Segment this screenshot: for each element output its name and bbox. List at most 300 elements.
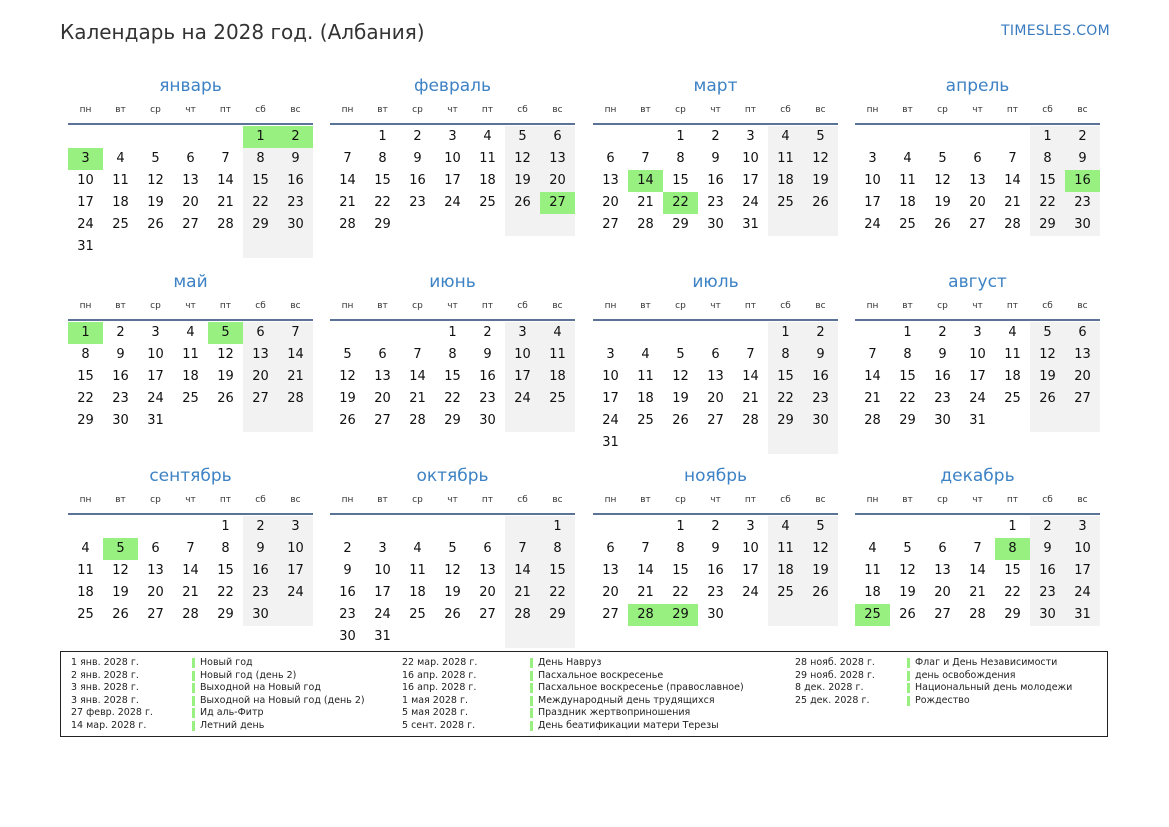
day-cell: 9 bbox=[413, 151, 422, 166]
legend-date: 5 сент. 2028 г. bbox=[402, 719, 476, 731]
day-cell: 22 bbox=[768, 388, 803, 410]
empty-cell bbox=[138, 236, 173, 258]
weekday-label: вт bbox=[377, 301, 388, 311]
legend-item bbox=[71, 657, 401, 670]
weekday-label: ср bbox=[675, 495, 686, 505]
weekday-label: ср bbox=[675, 105, 686, 115]
weekday-label: вт bbox=[115, 495, 126, 505]
day-cell: 25 bbox=[1004, 391, 1021, 406]
day-cell: 10 bbox=[278, 538, 313, 560]
day-cell: 23 bbox=[278, 192, 313, 214]
days-grid bbox=[593, 126, 838, 236]
day-cell: 23 bbox=[243, 582, 278, 604]
legend-marker bbox=[907, 671, 910, 681]
day-cell: 17 bbox=[444, 173, 461, 188]
day-cell: 15 bbox=[1004, 563, 1021, 578]
day-cell: 13 bbox=[147, 563, 164, 578]
day-cell: 11 bbox=[864, 563, 881, 578]
day-cell: 22 bbox=[1004, 585, 1021, 600]
weekday-label: сб bbox=[517, 301, 528, 311]
day-cell: 10 bbox=[742, 541, 759, 556]
legend-name: День Навруз bbox=[538, 657, 602, 668]
legend-marker bbox=[192, 696, 195, 706]
day-cell: 8 bbox=[81, 347, 90, 362]
day-cell: 26 bbox=[803, 192, 838, 214]
day-cell: 8 bbox=[221, 541, 230, 556]
day-cell: 17 bbox=[742, 563, 759, 578]
day-cell: 25 bbox=[112, 217, 129, 232]
day-cell: 27 bbox=[602, 217, 619, 232]
legend-name: Новый год bbox=[200, 657, 253, 668]
legend-name: Выходной на Новый год (день 2) bbox=[200, 694, 365, 706]
day-cell: 8 bbox=[243, 148, 278, 170]
day-cell: 18 bbox=[112, 195, 129, 210]
day-cell: 30 bbox=[707, 217, 724, 232]
legend-marker bbox=[530, 696, 533, 706]
month-7 bbox=[593, 271, 838, 454]
empty-cell bbox=[628, 126, 663, 148]
empty-cell bbox=[103, 516, 138, 538]
days-grid bbox=[593, 516, 838, 626]
day-cell: 3 bbox=[68, 148, 103, 170]
day-cell: 21 bbox=[505, 582, 540, 604]
weekday-label: вс bbox=[290, 495, 301, 505]
day-cell: 12 bbox=[112, 563, 129, 578]
day-cell: 13 bbox=[602, 173, 619, 188]
days-grid bbox=[330, 126, 575, 236]
days-grid bbox=[330, 516, 575, 648]
day-cell: 27 bbox=[934, 607, 951, 622]
day-cell: 11 bbox=[479, 151, 496, 166]
empty-cell bbox=[995, 126, 1030, 148]
day-cell: 15 bbox=[444, 369, 461, 384]
day-cell: 29 bbox=[77, 413, 94, 428]
legend-item bbox=[402, 720, 732, 733]
empty-cell bbox=[208, 410, 243, 432]
day-cell: 15 bbox=[672, 563, 689, 578]
days-grid bbox=[593, 322, 838, 454]
day-cell: 6 bbox=[378, 347, 387, 362]
empty-cell bbox=[173, 126, 208, 148]
day-cell: 6 bbox=[540, 126, 575, 148]
empty-cell bbox=[960, 516, 995, 538]
day-cell: 6 bbox=[151, 541, 160, 556]
weekday-header bbox=[330, 299, 575, 321]
month-name: октябрь bbox=[416, 466, 489, 486]
day-cell: 14 bbox=[505, 560, 540, 582]
day-cell: 28 bbox=[742, 413, 759, 428]
day-cell: 2 bbox=[243, 516, 278, 538]
day-cell: 2 bbox=[938, 325, 947, 340]
days-grid bbox=[330, 322, 575, 432]
month-name: июль bbox=[692, 272, 739, 292]
day-cell: 16 bbox=[934, 369, 951, 384]
legend-item bbox=[71, 707, 401, 720]
day-cell: 12 bbox=[803, 148, 838, 170]
weekday-label: сб bbox=[1042, 105, 1053, 115]
day-cell: 21 bbox=[637, 585, 654, 600]
day-cell: 18 bbox=[479, 173, 496, 188]
day-cell: 9 bbox=[938, 347, 947, 362]
day-cell: 11 bbox=[899, 173, 916, 188]
day-cell: 24 bbox=[602, 413, 619, 428]
legend-name: Ид аль-Фитр bbox=[200, 707, 264, 719]
day-cell: 7 bbox=[868, 347, 877, 362]
weekday-header bbox=[593, 103, 838, 125]
weekday-label: вс bbox=[552, 495, 563, 505]
day-cell: 29 bbox=[217, 607, 234, 622]
brand-link[interactable]: TIMESLES.COM bbox=[1001, 23, 1110, 39]
day-cell: 8 bbox=[903, 347, 912, 362]
day-cell: 16 bbox=[243, 560, 278, 582]
day-cell: 12 bbox=[899, 563, 916, 578]
month-1 bbox=[68, 75, 313, 258]
legend-name: Международный день трудящихся bbox=[538, 694, 715, 706]
legend-name: Выходной на Новый год bbox=[200, 682, 321, 694]
weekday-label: пн bbox=[341, 495, 354, 505]
day-cell: 19 bbox=[147, 195, 164, 210]
month-name: сентябрь bbox=[149, 466, 232, 486]
weekday-label: пн bbox=[604, 105, 617, 115]
day-cell: 30 bbox=[934, 413, 951, 428]
day-cell: 13 bbox=[540, 148, 575, 170]
day-cell: 28 bbox=[628, 604, 663, 626]
day-cell: 1 bbox=[676, 129, 685, 144]
day-cell: 26 bbox=[803, 582, 838, 604]
empty-cell bbox=[1030, 410, 1065, 432]
day-cell: 28 bbox=[1004, 217, 1021, 232]
empty-cell bbox=[470, 626, 505, 648]
day-cell: 11 bbox=[1004, 347, 1021, 362]
empty-cell bbox=[435, 214, 470, 236]
month-4 bbox=[855, 75, 1100, 236]
weekday-header bbox=[855, 103, 1100, 125]
weekday-label: пн bbox=[866, 301, 879, 311]
day-cell: 7 bbox=[186, 541, 195, 556]
day-cell: 23 bbox=[339, 607, 356, 622]
day-cell: 6 bbox=[243, 322, 278, 344]
day-cell: 20 bbox=[540, 170, 575, 192]
day-cell: 25 bbox=[540, 388, 575, 410]
empty-cell bbox=[628, 516, 663, 538]
weekday-label: ср bbox=[412, 301, 423, 311]
empty-cell bbox=[768, 432, 803, 454]
day-cell: 6 bbox=[606, 541, 615, 556]
day-cell: 19 bbox=[803, 170, 838, 192]
weekday-label: вт bbox=[115, 301, 126, 311]
day-cell: 23 bbox=[803, 388, 838, 410]
day-cell: 23 bbox=[1030, 582, 1065, 604]
days-grid bbox=[68, 322, 313, 432]
day-cell: 14 bbox=[742, 369, 759, 384]
weekday-label: пн bbox=[604, 495, 617, 505]
day-cell: 25 bbox=[182, 391, 199, 406]
day-cell: 4 bbox=[413, 541, 422, 556]
day-cell: 14 bbox=[628, 170, 663, 192]
empty-cell bbox=[505, 516, 540, 538]
day-cell: 21 bbox=[969, 585, 986, 600]
day-cell: 24 bbox=[374, 607, 391, 622]
empty-cell bbox=[925, 516, 960, 538]
day-cell: 6 bbox=[483, 541, 492, 556]
days-grid bbox=[855, 516, 1100, 626]
weekday-label: пт bbox=[744, 301, 757, 311]
day-cell: 19 bbox=[899, 585, 916, 600]
legend-marker bbox=[530, 708, 533, 718]
day-cell: 10 bbox=[602, 369, 619, 384]
day-cell: 9 bbox=[278, 148, 313, 170]
day-cell: 22 bbox=[672, 585, 689, 600]
day-cell: 5 bbox=[803, 126, 838, 148]
day-cell: 15 bbox=[1030, 170, 1065, 192]
day-cell: 12 bbox=[1030, 344, 1065, 366]
weekday-label: ср bbox=[937, 105, 948, 115]
legend-name: Флаг и День Независимости bbox=[915, 657, 1058, 668]
day-cell: 13 bbox=[1065, 344, 1100, 366]
day-cell: 17 bbox=[1065, 560, 1100, 582]
month-name: июнь bbox=[429, 272, 476, 292]
legend-marker bbox=[192, 708, 195, 718]
weekday-label: ср bbox=[412, 105, 423, 115]
weekday-label: вс bbox=[815, 301, 826, 311]
day-cell: 18 bbox=[637, 391, 654, 406]
legend-item bbox=[795, 657, 1095, 670]
day-cell: 2 bbox=[711, 129, 720, 144]
day-cell: 10 bbox=[444, 151, 461, 166]
legend-marker bbox=[192, 683, 195, 693]
weekday-label: пн bbox=[604, 301, 617, 311]
day-cell: 29 bbox=[1004, 607, 1021, 622]
day-cell: 6 bbox=[606, 151, 615, 166]
day-cell: 7 bbox=[413, 347, 422, 362]
empty-cell bbox=[400, 626, 435, 648]
weekday-label: вт bbox=[902, 301, 913, 311]
day-cell: 16 bbox=[479, 369, 496, 384]
empty-cell bbox=[663, 432, 698, 454]
day-cell: 19 bbox=[444, 585, 461, 600]
weekday-label: ср bbox=[150, 495, 161, 505]
empty-cell bbox=[208, 236, 243, 258]
day-cell: 15 bbox=[243, 170, 278, 192]
weekday-label: ср bbox=[150, 301, 161, 311]
day-cell: 28 bbox=[864, 413, 881, 428]
day-cell: 16 bbox=[339, 585, 356, 600]
empty-cell bbox=[173, 410, 208, 432]
day-cell: 3 bbox=[746, 129, 755, 144]
day-cell: 15 bbox=[217, 563, 234, 578]
day-cell: 20 bbox=[147, 585, 164, 600]
day-cell: 28 bbox=[182, 607, 199, 622]
empty-cell bbox=[803, 604, 838, 626]
empty-cell bbox=[173, 236, 208, 258]
empty-cell bbox=[243, 410, 278, 432]
weekday-label: вс bbox=[1077, 105, 1088, 115]
day-cell: 12 bbox=[217, 347, 234, 362]
empty-cell bbox=[1065, 410, 1100, 432]
day-cell: 2 bbox=[1065, 126, 1100, 148]
day-cell: 10 bbox=[969, 347, 986, 362]
empty-cell bbox=[435, 516, 470, 538]
empty-cell bbox=[103, 126, 138, 148]
day-cell: 5 bbox=[151, 151, 160, 166]
day-cell: 1 bbox=[448, 325, 457, 340]
weekday-label: пт bbox=[219, 495, 232, 505]
day-cell: 19 bbox=[672, 391, 689, 406]
weekday-label: пн bbox=[79, 105, 92, 115]
day-cell: 14 bbox=[182, 563, 199, 578]
day-cell: 25 bbox=[77, 607, 94, 622]
weekday-label: ср bbox=[150, 105, 161, 115]
month-name: декабрь bbox=[940, 466, 1015, 486]
day-cell: 5 bbox=[1030, 322, 1065, 344]
day-cell: 4 bbox=[116, 151, 125, 166]
day-cell: 1 bbox=[768, 322, 803, 344]
day-cell: 11 bbox=[768, 148, 803, 170]
day-cell: 24 bbox=[444, 195, 461, 210]
day-cell: 9 bbox=[343, 563, 352, 578]
weekday-label: пт bbox=[1006, 495, 1019, 505]
day-cell: 26 bbox=[672, 413, 689, 428]
empty-cell bbox=[470, 214, 505, 236]
empty-cell bbox=[365, 322, 400, 344]
day-cell: 21 bbox=[1004, 195, 1021, 210]
day-cell: 5 bbox=[208, 322, 243, 344]
legend-marker bbox=[907, 658, 910, 668]
weekday-label: пт bbox=[744, 495, 757, 505]
day-cell: 4 bbox=[1008, 325, 1017, 340]
legend-date: 16 апр. 2028 г. bbox=[402, 669, 477, 681]
weekday-label: сб bbox=[255, 495, 266, 505]
day-cell: 27 bbox=[969, 217, 986, 232]
legend-item bbox=[795, 670, 1095, 683]
day-cell: 10 bbox=[505, 344, 540, 366]
day-cell: 15 bbox=[899, 369, 916, 384]
month-name: февраль bbox=[413, 76, 492, 96]
day-cell: 3 bbox=[746, 519, 755, 534]
day-cell: 20 bbox=[182, 195, 199, 210]
weekday-label: вс bbox=[1077, 495, 1088, 505]
weekday-label: пт bbox=[1006, 301, 1019, 311]
empty-cell bbox=[803, 432, 838, 454]
legend-column bbox=[71, 657, 401, 733]
day-cell: 21 bbox=[742, 391, 759, 406]
day-cell: 4 bbox=[903, 151, 912, 166]
day-cell: 22 bbox=[217, 585, 234, 600]
day-cell: 1 bbox=[903, 325, 912, 340]
day-cell: 19 bbox=[339, 391, 356, 406]
day-cell: 6 bbox=[973, 151, 982, 166]
day-cell: 20 bbox=[374, 391, 391, 406]
empty-cell bbox=[995, 410, 1030, 432]
empty-cell bbox=[733, 432, 768, 454]
day-cell: 7 bbox=[641, 541, 650, 556]
day-cell: 5 bbox=[803, 516, 838, 538]
day-cell: 20 bbox=[243, 366, 278, 388]
weekday-label: чт bbox=[185, 301, 196, 311]
day-cell: 17 bbox=[374, 585, 391, 600]
day-cell: 15 bbox=[540, 560, 575, 582]
weekday-label: вт bbox=[377, 105, 388, 115]
weekday-label: вт bbox=[640, 301, 651, 311]
legend-item bbox=[795, 682, 1095, 695]
day-cell: 31 bbox=[969, 413, 986, 428]
weekday-header bbox=[855, 493, 1100, 515]
weekday-label: чт bbox=[185, 105, 196, 115]
legend-marker bbox=[530, 658, 533, 668]
weekday-label: чт bbox=[710, 301, 721, 311]
day-cell: 31 bbox=[602, 435, 619, 450]
legend-date: 28 нояб. 2028 г. bbox=[795, 657, 875, 668]
month-11 bbox=[593, 465, 838, 626]
page-title: Календарь на 2028 год. (Албания) bbox=[60, 20, 425, 44]
day-cell: 15 bbox=[374, 173, 391, 188]
legend-name: Летний день bbox=[200, 719, 265, 731]
empty-cell bbox=[628, 432, 663, 454]
day-cell: 24 bbox=[147, 391, 164, 406]
empty-cell bbox=[435, 626, 470, 648]
day-cell: 8 bbox=[540, 538, 575, 560]
legend-name: Праздник жертвоприношения bbox=[538, 707, 691, 719]
day-cell: 31 bbox=[1065, 604, 1100, 626]
day-cell: 9 bbox=[711, 151, 720, 166]
legend-name: Пасхальное воскресенье bbox=[538, 669, 664, 681]
weekday-label: пн bbox=[79, 495, 92, 505]
legend-item bbox=[71, 720, 401, 733]
day-cell: 24 bbox=[742, 585, 759, 600]
weekday-label: вс bbox=[1077, 301, 1088, 311]
day-cell: 1 bbox=[68, 322, 103, 344]
day-cell: 5 bbox=[448, 541, 457, 556]
day-cell: 22 bbox=[243, 192, 278, 214]
legend-marker bbox=[192, 721, 195, 731]
day-cell: 25 bbox=[409, 607, 426, 622]
day-cell: 10 bbox=[147, 347, 164, 362]
weekday-label: вт bbox=[902, 105, 913, 115]
day-cell: 22 bbox=[663, 192, 698, 214]
weekday-header bbox=[593, 493, 838, 515]
empty-cell bbox=[278, 236, 313, 258]
month-name: март bbox=[693, 76, 738, 96]
day-cell: 21 bbox=[864, 391, 881, 406]
weekday-header bbox=[68, 299, 313, 321]
day-cell: 21 bbox=[637, 195, 654, 210]
legend-name: день освобождения bbox=[915, 669, 1016, 681]
day-cell: 11 bbox=[77, 563, 94, 578]
empty-cell bbox=[173, 516, 208, 538]
day-cell: 25 bbox=[899, 217, 916, 232]
weekday-label: пт bbox=[1006, 105, 1019, 115]
day-cell: 27 bbox=[707, 413, 724, 428]
empty-cell bbox=[208, 126, 243, 148]
weekday-label: чт bbox=[710, 105, 721, 115]
legend-name: Рождество bbox=[915, 694, 970, 706]
day-cell: 7 bbox=[973, 541, 982, 556]
day-cell: 10 bbox=[742, 151, 759, 166]
holiday-legend bbox=[60, 651, 1108, 737]
day-cell: 29 bbox=[663, 604, 698, 626]
day-cell: 13 bbox=[182, 173, 199, 188]
day-cell: 18 bbox=[182, 369, 199, 384]
day-cell: 16 bbox=[409, 173, 426, 188]
day-cell: 25 bbox=[768, 582, 803, 604]
weekday-label: пн bbox=[866, 495, 879, 505]
weekday-label: вс bbox=[290, 105, 301, 115]
day-cell: 31 bbox=[77, 239, 94, 254]
day-cell: 9 bbox=[711, 541, 720, 556]
weekday-label: ср bbox=[937, 301, 948, 311]
legend-name: Пасхальное воскресенье (православное) bbox=[538, 682, 744, 694]
month-name: январь bbox=[159, 76, 222, 96]
